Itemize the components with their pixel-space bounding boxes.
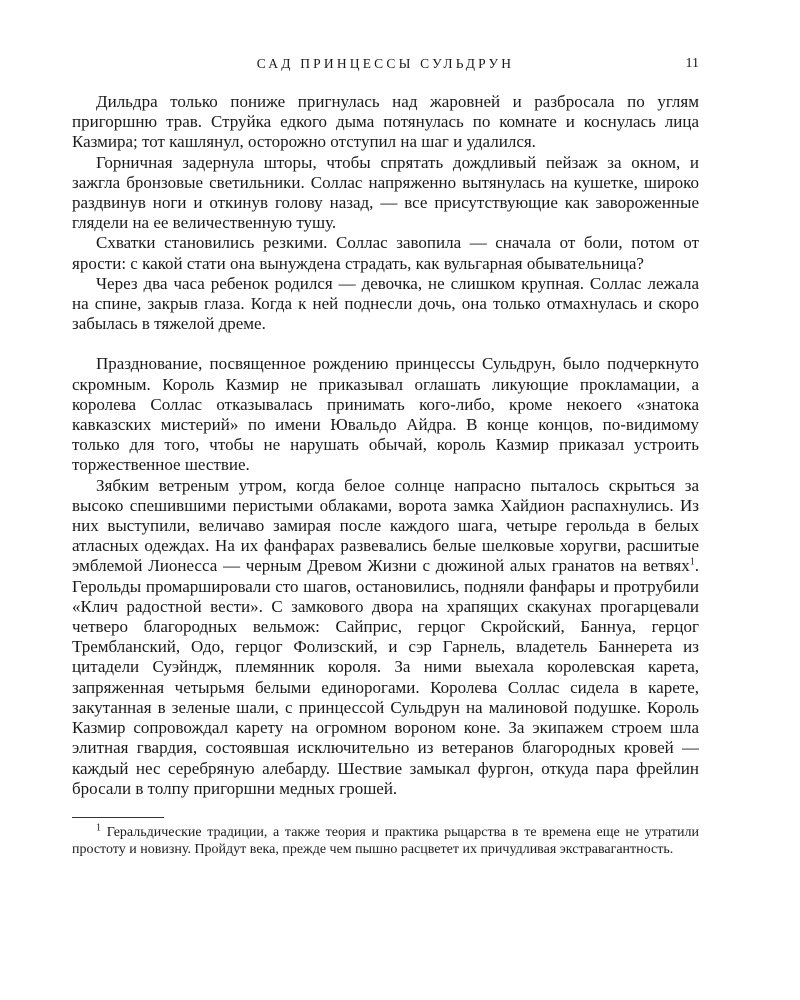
main-text: [72, 92, 699, 799]
paragraph-part: Герольды промаршировали сто шагов, остановились, подняли фанфары и протрубили «Клич радостной вести». С замкового двора на храпящих скакунах прогарцевали четверо благородных вельмож: Сайприс, герцог Скройский, Баннуа, герцог Трембланский, Одо, герцог Фолизский, и сэр Гарнель, владетель Баннерета из цитадели Суэйндж, племянник короля. За ними выехала королевская карета, запряженная четырьмя белыми единорогами. Королева Соллас сидела в карете, закутанная в зеленые шали, с принцессой Сульдрун на малиновой подушке. Король Казмир сопровождал карету на огромном вороном коне. За экипажем строем шла элитная гвардия, состоявшая исключительно из ветеранов благородных кровей — каждый нес серебряную алебарду. Шествие замыкал фургон, откуда пара фрейлин бросали в толпу пригоршни медных грошей.: [72, 576, 699, 798]
paragraph: Празднование, посвященное рождению принцессы Сульдрун, было подчеркнуто скромным. Король Казмир не приказывал оглашать ликующие прокламации, а королева Соллас отказывалась принимать кого-либо, кроме некоего «знатока кавказских мистерий» по имени Ювальдо Айдра. В конце концов, по-видимому только для того, чтобы не нарушать обычай, король Казмир приказал устроить торжественное шествие.: [72, 354, 699, 475]
paragraph: Зябким ветреным утром, когда белое солнце напрасно пыталось скрыться за высоко спешившими перистыми облаками, ворота замка Хайдион распахнулись. Из них выступили, величаво замирая после каждого шага, четыре герольда в белых атласных одеждах. На их фанфарах развевались белые шелковые хоругви, расшитые эмблемой Лионесса — черным Древом Жизни с дюжиной алых гранатов на ветвях$^1$. Герольды промаршировали сто шагов, остановились, подняли фанфары и протрубили «Клич радостной вести». С замкового двора на храпящих скакунах прогарцевали четверо благородных вельмож: Сайприс, герцог Скройский, Баннуа, герцог Трембланский, Одо, герцог Фолизский, и сэр Гарнель, владетель Баннерета из цитадели Суэйндж, племянник короля. За ними выехала королевская карета, запряженная четырьмя белыми единорогами. Королева Соллас сидела в карете, закутанная в зеленые шали, с принцессой Сульдрун на малиновой подушке. Король Казмир сопровождал карету на огромном вороном коне. За экипажем строем шла элитная гвардия, состоявшая исключительно из ветеранов благородных кровей — каждый нес серебряную алебарду. Шествие замыкал фургон, откуда пара фрейлин бросали в толпу пригоршни медных грошей.: [72, 475, 699, 798]
footnote-text: Геральдические традиции, а также теория и практика рыцарства в те времена еще не утратили простоту и новизну. Пройдут века, прежде чем пышно расцветет их причудливая экстравагантность.: [72, 824, 699, 858]
paragraph: Горничная задернула шторы, чтобы спрятать дождливый пейзаж за окном, и зажгла бронзовые светильники. Соллас напряженно вытянулась на кушетке, широко раздвинув ноги и откинув голову назад, — все присутствующие как завороженные глядели на ее величественную тушу.: [72, 152, 699, 233]
running-header: [72, 54, 699, 80]
footnote: [72, 824, 699, 859]
running-title: САД ПРИНЦЕССЫ СУЛЬДРУН: [256, 56, 515, 71]
paragraph: Схватки становились резкими. Соллас завопила — сначала от боли, потом от ярости: с какой стати она вынуждена страдать, как вульгарная обывательница?: [72, 233, 699, 273]
footnote-divider: [72, 817, 164, 818]
paragraph: Через два часа ребенок родился — девочка, не слишком крупная. Соллас лежала на спине, закрыв глаза. Когда к ней поднесли дочь, она только отмахнулась и скоро забылась в тяжелой дреме.: [72, 273, 699, 334]
footnote-marker: 1: [96, 822, 101, 834]
book-page: [72, 54, 699, 954]
footnote-reference[interactable]: 1: [689, 556, 695, 568]
page-number: 11: [685, 56, 699, 71]
paragraph-part: Зябким ветреным утром, когда белое солнце напрасно пыталось скрыться за высоко спешившими перистыми облаками, ворота замка Хайдион распахнулись. Из них выступили, величаво замирая после каждого шага, четыре герольда в белых атласных одеждах. На их фанфарах развевались белые шелковые хоругви, расшитые эмблемой Лионесса — черным Древом Жизни с дюжиной алых гранатов на ветвях: [72, 475, 699, 576]
paragraph: Дильдра только пониже пригнулась над жаровней и разбросала по углям пригоршню трав. Струйка едкого дыма потянулась по комнате и коснулась лица Казмира; тот кашлянул, осторожно отступил на шаг и удалился.: [72, 92, 699, 152]
